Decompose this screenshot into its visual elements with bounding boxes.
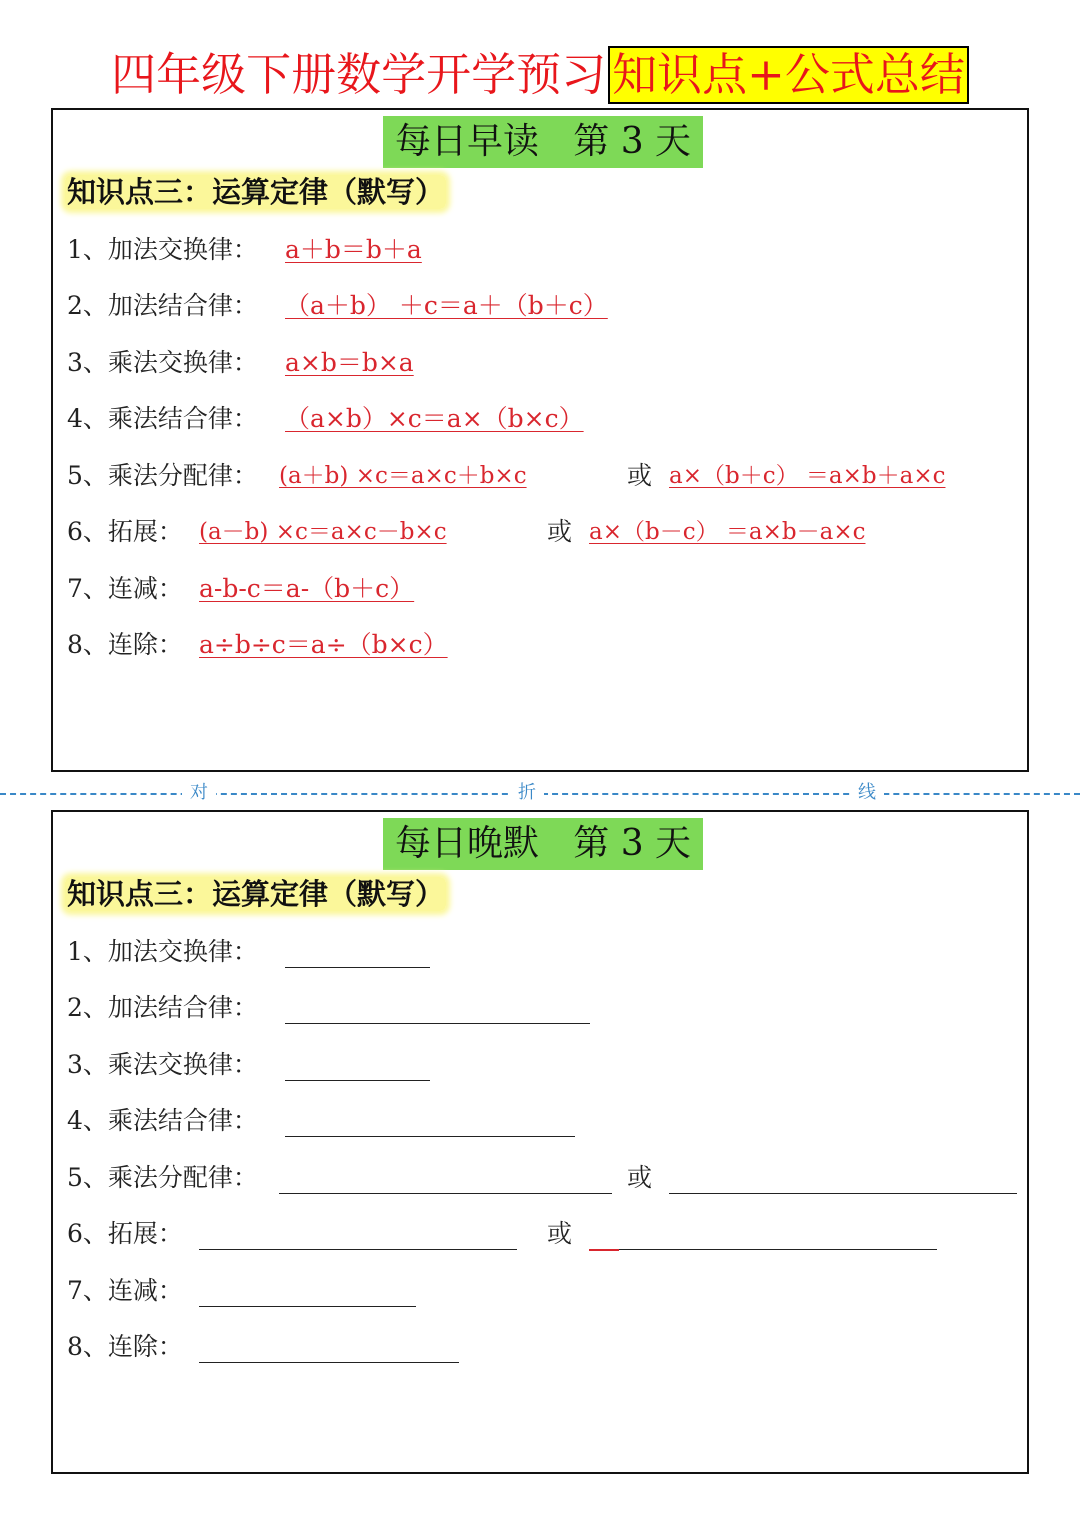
evening-rule-6 (67, 1216, 573, 1252)
morning-rule-8 (67, 627, 448, 663)
page-title-highlight: 知识点+公式总结 (608, 46, 969, 104)
rule-label: 1、加法交换律： (67, 937, 258, 966)
rule-answer-alt: a×（b＋c） ＝a×b＋a×c (669, 463, 946, 489)
morning-rule-3 (67, 345, 414, 381)
answer-blank[interactable] (199, 1249, 517, 1250)
answer-blank-alt[interactable] (589, 1249, 937, 1250)
fold-line (0, 780, 1080, 808)
answer-blank[interactable] (285, 1136, 575, 1137)
rule-label: 7、连减： (67, 574, 183, 603)
evening-subheading (65, 874, 446, 914)
rule-label: 4、乘法结合律： (67, 404, 258, 433)
morning-reading-section (51, 108, 1029, 772)
morning-rule-1 (67, 232, 422, 268)
rule-or: 或 (627, 1163, 653, 1192)
evening-rule-3 (67, 1047, 258, 1083)
rule-answer: a＋b＝b＋a (285, 235, 422, 264)
fold-char: 对 (182, 780, 216, 806)
evening-rule-5 (67, 1160, 653, 1196)
rule-label: 2、加法结合律： (67, 291, 258, 320)
morning-rule-4 (67, 401, 584, 437)
morning-rule-7 (67, 571, 415, 607)
evening-subheading-text: 知识点三：运算定律（默写） (67, 877, 445, 911)
rule-label: 8、连除： (67, 1332, 183, 1361)
rule-answer-alt: a×（b－c） ＝a×b－a×c (589, 519, 866, 545)
rule-label: 8、连除： (67, 630, 183, 659)
fold-char: 折 (510, 780, 544, 806)
rule-label: 3、乘法交换律： (67, 348, 258, 377)
answer-blank[interactable] (279, 1193, 612, 1194)
rule-label: 5、乘法分配律： (67, 1163, 258, 1192)
evening-rule-1 (67, 934, 258, 970)
rule-answer: a×b＝b×a (285, 348, 414, 377)
morning-subheading (65, 172, 446, 212)
morning-rule-5 (67, 458, 946, 494)
evening-rule-4 (67, 1103, 258, 1139)
rule-answer: a-b-c＝a-（b＋c） (199, 574, 415, 603)
rule-answer: (a＋b) ×c＝a×c＋b×c (279, 463, 527, 489)
rule-label: 6、拓展： (67, 517, 183, 546)
rule-or: 或 (547, 1219, 573, 1248)
rule-label: 6、拓展： (67, 1219, 183, 1248)
rule-or: 或 (547, 517, 573, 546)
page-title (0, 44, 1080, 106)
answer-blank-alt[interactable] (669, 1193, 1017, 1194)
answer-blank[interactable] (285, 967, 430, 968)
rule-label: 5、乘法分配律： (67, 461, 258, 490)
rule-label: 3、乘法交换律： (67, 1050, 258, 1079)
rule-label: 4、乘法结合律： (67, 1106, 258, 1135)
rule-or: 或 (627, 461, 653, 490)
evening-dictation-section (51, 810, 1029, 1474)
fold-char: 线 (850, 780, 884, 806)
rule-label: 1、加法交换律： (67, 235, 258, 264)
page-title-main: 四年级下册数学开学预习 (111, 48, 607, 101)
rule-label: 7、连减： (67, 1276, 183, 1305)
rule-answer: a÷b÷c＝a÷（b×c） (199, 630, 448, 659)
morning-subheading-text: 知识点三：运算定律（默写） (67, 175, 445, 209)
morning-rule-2 (67, 288, 608, 324)
morning-title: 每日早读 第 3 天 (383, 116, 703, 168)
answer-blank[interactable] (285, 1023, 590, 1024)
answer-blank[interactable] (199, 1306, 416, 1307)
evening-rule-8 (67, 1329, 183, 1365)
morning-rule-6 (67, 514, 866, 550)
rule-answer: （a×b）×c＝a×（b×c） (285, 404, 584, 433)
answer-blank[interactable] (199, 1362, 459, 1363)
evening-title: 每日晚默 第 3 天 (383, 818, 703, 870)
rule-answer: (a－b) ×c＝a×c－b×c (199, 519, 447, 545)
rule-answer: （a＋b） ＋c＝a＋（b＋c） (285, 291, 608, 320)
evening-rule-2 (67, 990, 258, 1026)
evening-rule-7 (67, 1273, 183, 1309)
answer-blank[interactable] (285, 1080, 430, 1081)
rule-label: 2、加法结合律： (67, 993, 258, 1022)
